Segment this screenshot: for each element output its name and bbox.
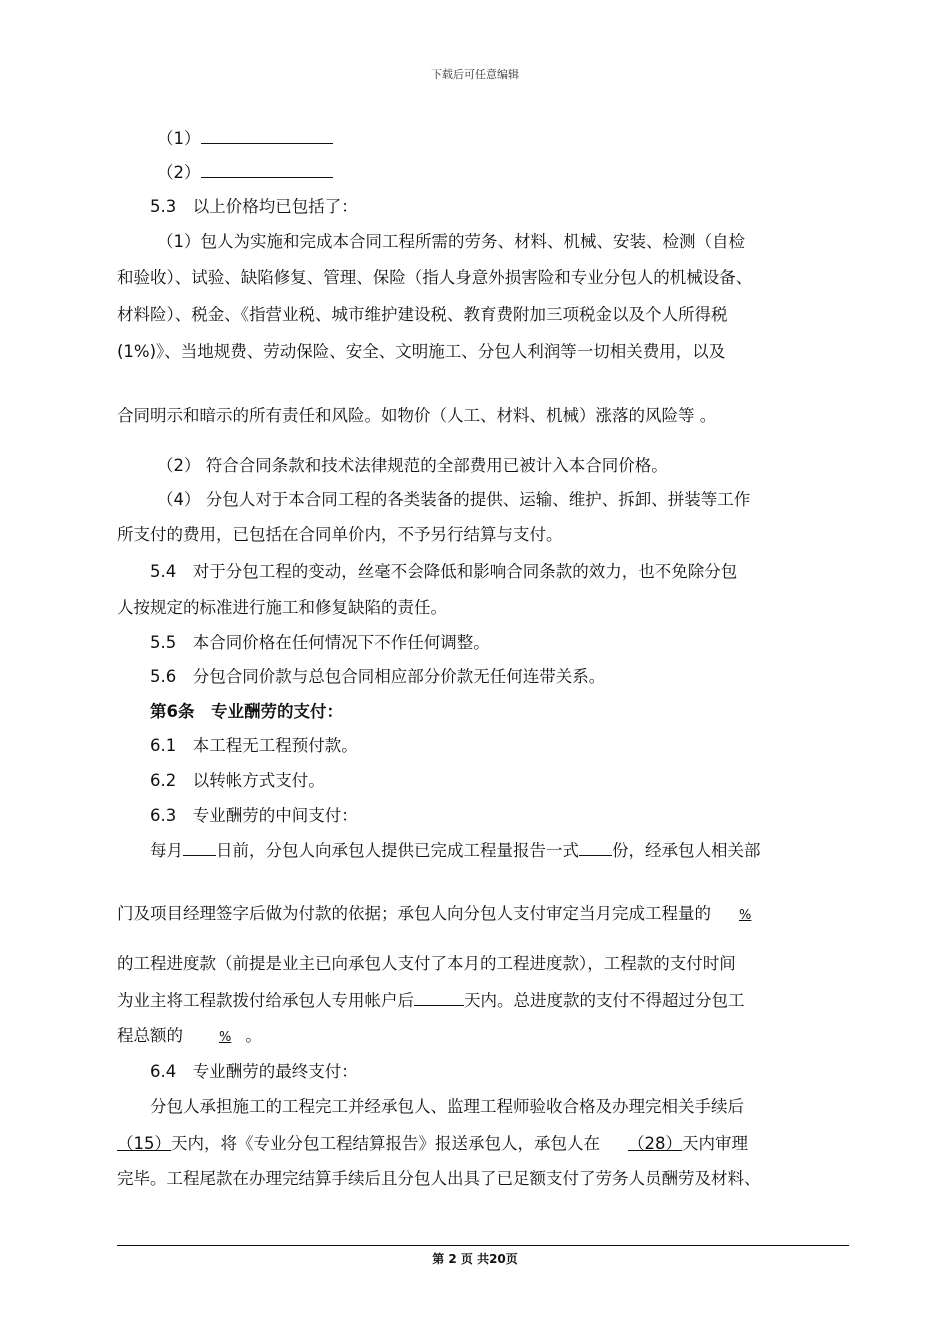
- section-heading: 第6条 专业酬劳的支付：: [150, 702, 343, 721]
- paragraph-line: 分包人承担施工的工程完工并经承包人、监理工程师验收合格及办理完相关手续后: [150, 1097, 744, 1116]
- clause-5-4: 5.4 对于分包工程的变动，丝毫不会降低和影响合同条款的效力，也不免除分包: [150, 562, 738, 581]
- paragraph-line: 的工程进度款（前提是业主已向承包人支付了本月的工程进度款），工程款的支付时间: [117, 954, 736, 973]
- paragraph-line: 完毕。工程尾款在办理完结算手续后且分包人出具了已足额支付了劳务人员酬劳及材料、: [117, 1169, 761, 1188]
- days-field: （15）: [117, 1134, 171, 1153]
- clause-6-3: 6.3 专业酬劳的中间支付：: [150, 806, 358, 825]
- paragraph-line: 为业主将工程款拨付给承包人专用帐户后 天内。总进度款的支付不得超过分包工: [117, 991, 745, 1010]
- list-item-label: （1）: [157, 129, 201, 148]
- blank-field: [579, 839, 612, 856]
- paragraph-line: 程总额的 % 。: [117, 1026, 262, 1045]
- paragraph-line: 所支付的费用，已包括在合同单价内，不予另行结算与支付。: [117, 525, 563, 544]
- clause-5-6: 5.6 分包合同价款与总包合同相应部分价款无任何连带关系。: [150, 667, 606, 686]
- blank-field: [201, 127, 333, 144]
- percent-field: %: [219, 1030, 232, 1045]
- list-item: [157, 161, 333, 184]
- blank-field: [183, 839, 216, 856]
- blank-field: [414, 989, 464, 1006]
- paragraph-line: （1）包人为实施和完成本合同工程所需的劳务、材料、机械、安装、检测（自检: [157, 232, 745, 251]
- paragraph-line: 每月 日前，分包人向承包人提供已完成工程量报告一式 份，经承包人相关部: [150, 841, 761, 860]
- page-number: 第 2 页 共20页: [432, 1252, 518, 1266]
- paragraph-line: (1%)》、当地规费、劳动保险、安全、文明施工、分包人利润等一切相关费用，以及: [117, 342, 726, 361]
- paragraph-line: 人按规定的标准进行施工和修复缺陷的责任。: [117, 598, 447, 617]
- paragraph-line: 材料险）、税金、《指营业税、城市维护建设税、教育费附加三项税金以及个人所得税: [117, 305, 728, 324]
- clause-5-5: 5.5 本合同价格在任何情况下不作任何调整。: [150, 633, 490, 652]
- page-header: 下载后可任意编辑: [431, 68, 519, 81]
- paragraph-line: 和验收）、试验、缺陷修复、管理、保险（指人身意外损害险和专业分包人的机械设备、: [117, 268, 753, 287]
- paragraph-line: （4） 分包人对于本合同工程的各类装备的提供、运输、维护、拆卸、拼装等工作: [157, 490, 751, 509]
- footer-divider: [117, 1245, 849, 1246]
- paragraph-line: （2） 符合合同条款和技术法律规范的全部费用已被计入本合同价格。: [157, 456, 668, 475]
- clause-5-3: 5.3 以上价格均已包括了：: [150, 197, 358, 216]
- percent-field: %: [739, 908, 752, 923]
- days-field: （28）: [628, 1134, 682, 1153]
- paragraph-line: （15）天内，将《专业分包工程结算报告》报送承包人，承包人在 （28）天内审理: [117, 1134, 748, 1153]
- blank-field: [201, 161, 333, 178]
- list-item: [157, 127, 333, 150]
- clause-6-2: 6.2 以转帐方式支付。: [150, 771, 325, 790]
- clause-6-4: 6.4 专业酬劳的最终支付：: [150, 1062, 358, 1081]
- paragraph-line: 合同明示和暗示的所有责任和风险。如物价（人工、材料、机械）涨落的风险等 。: [117, 406, 717, 425]
- clause-6-1: 6.1 本工程无工程预付款。: [150, 736, 358, 755]
- list-item-label: （2）: [157, 163, 201, 182]
- paragraph-line: 门及项目经理签字后做为付款的依据；承包人向分包人支付审定当月完成工程量的 %: [117, 904, 752, 923]
